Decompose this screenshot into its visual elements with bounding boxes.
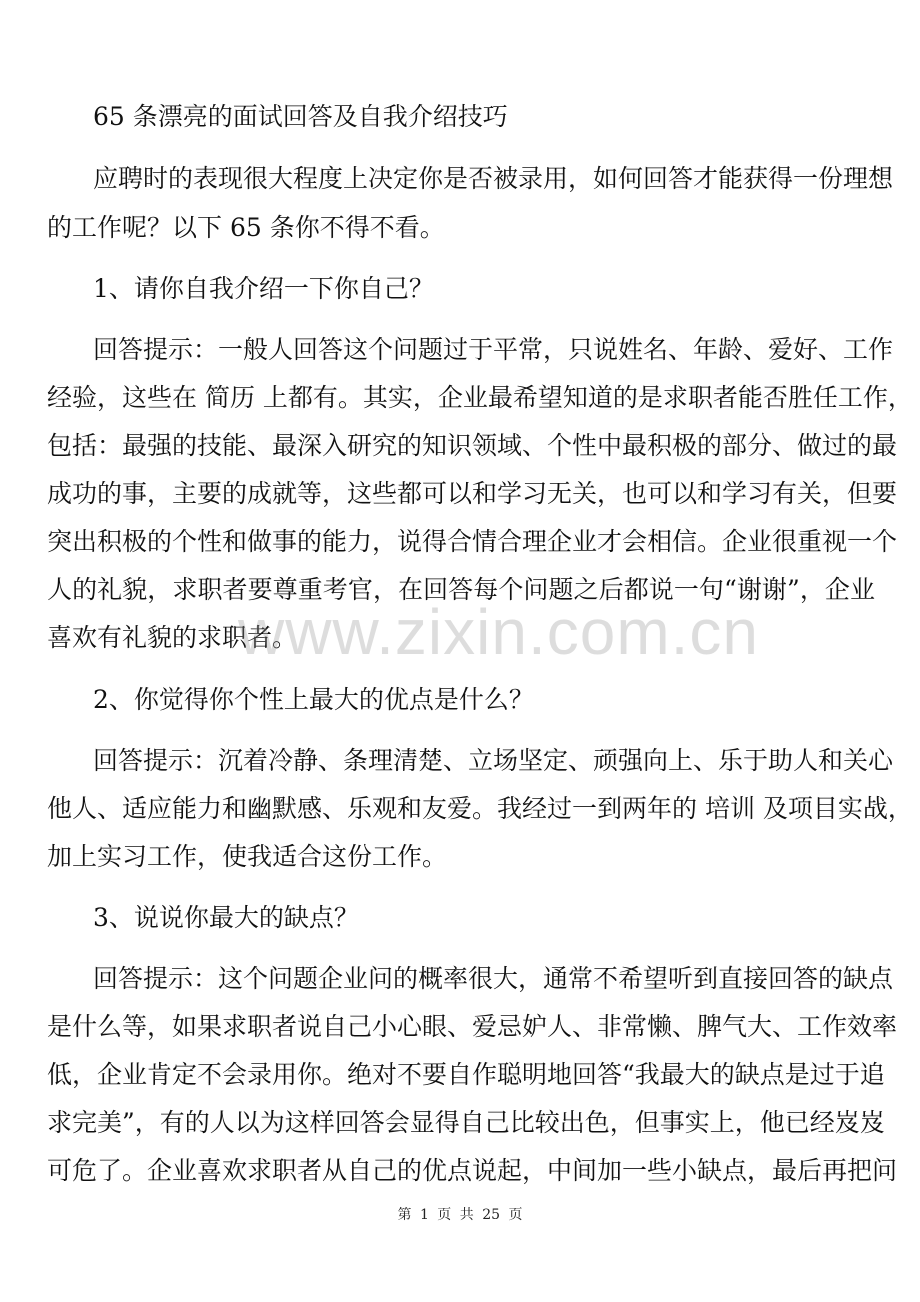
answer-line: 低，企业肯定不会录用你。绝对不要自作聪明地回答“我最大的缺点是过于追	[47, 1060, 885, 1089]
answer-line: 是什么等，如果求职者说自己小心眼、爱忌妒人、非常懒、脾气大、工作效率	[47, 1012, 898, 1041]
answer-line: 求完美”，有的人以为这样回答会显得自己比较出色，但事实上，他已经岌岌	[47, 1108, 885, 1137]
question-heading: 2、你觉得你个性上最大的优点是什么？	[93, 685, 534, 714]
answer-line: 他人、适应能力和幽默感、乐观和友爱。我经过一到两年的 培训 及项目实战，	[47, 794, 913, 823]
answer-line: 回答提示：这个问题企业问的概率很大，通常不希望听到直接回答的缺点	[93, 964, 894, 993]
watermark: www.zixin.com.cn	[238, 596, 759, 668]
answer-line: 成功的事，主要的成就等，这些都可以和学习无关，也可以和学习有关，但要	[47, 479, 898, 508]
answer-line: 突出积极的个性和做事的能力，说得合情合理企业才会相信。企业很重视一个	[47, 527, 898, 556]
document-title: 65 条漂亮的面试回答及自我介绍技巧	[93, 102, 508, 131]
answer-line: 经验，这些在 简历 上都有。其实，企业最希望知道的是求职者能否胜任工作，	[47, 383, 913, 412]
answer-line: 可危了。企业喜欢求职者从自己的优点说起，中间加一些小缺点，最后再把问	[47, 1156, 898, 1185]
page-footer: 第 1 页 共 25 页	[397, 1207, 523, 1223]
answer-line: 包括：最强的技能、最深入研究的知识领域、个性中最积极的部分、做过的最	[47, 431, 898, 460]
intro-line: 的工作呢？以下 65 条你不得不看。	[47, 213, 445, 242]
answer-line: 人的礼貌，求职者要尊重考官，在回答每个问题之后都说一句“谢谢”，企业	[47, 575, 875, 604]
intro-line: 应聘时的表现很大程度上决定你是否被录用，如何回答才能获得一份理想	[93, 164, 894, 193]
answer-line: 回答提示：一般人回答这个问题过于平常，只说姓名、年龄、爱好、工作	[93, 335, 894, 364]
question-heading: 1、请你自我介绍一下你自己？	[93, 274, 434, 303]
question-heading: 3、说说你最大的缺点？	[93, 903, 359, 932]
answer-line: 加上实习工作，使我适合这份工作。	[47, 842, 448, 871]
answer-line: 喜欢有礼貌的求职者。	[47, 623, 298, 652]
answer-line: 回答提示：沉着冷静、条理清楚、立场坚定、顽强向上、乐于助人和关心	[93, 746, 894, 775]
